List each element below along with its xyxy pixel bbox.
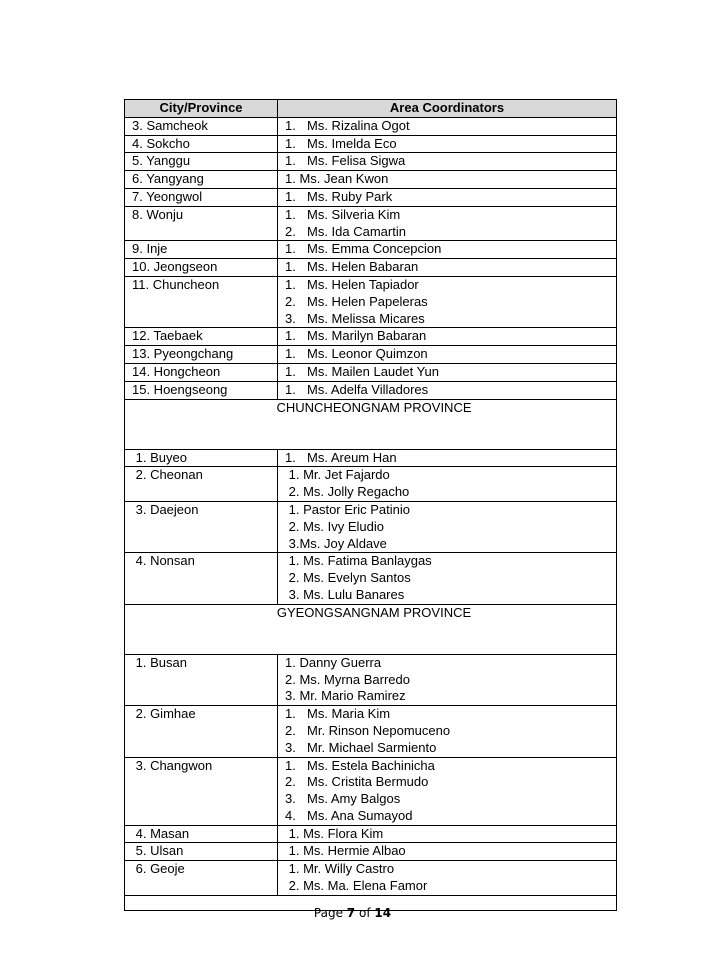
page-label: Page bbox=[313, 906, 347, 920]
coordinators-cell bbox=[278, 153, 617, 171]
coordinator-name: Ms. Helen Babaran bbox=[307, 259, 419, 275]
table-row bbox=[125, 346, 617, 364]
table-row bbox=[125, 363, 617, 381]
city-cell: 3. Changwon bbox=[125, 757, 278, 825]
coordinators-cell bbox=[278, 861, 617, 896]
coordinator-number: 4. bbox=[285, 807, 296, 823]
coordinator-number: 1. bbox=[285, 241, 296, 257]
coordinator-number: 1. bbox=[285, 706, 296, 722]
city-cell: 8. Wonju bbox=[125, 206, 278, 241]
coordinator-number: 2. bbox=[285, 722, 296, 738]
coordinator-name: Ms. Emma Concepcion bbox=[307, 241, 442, 257]
province-heading: CHUNCHEONGNAM PROVINCE bbox=[125, 399, 617, 449]
coordinator-number: 1. bbox=[285, 346, 296, 362]
coordinators-cell bbox=[278, 346, 617, 364]
coordinators-cell bbox=[278, 188, 617, 206]
coordinators-cell bbox=[278, 501, 617, 552]
coordinator-entry: 1. Ms. Fatima Banlaygas bbox=[285, 553, 432, 569]
coordinators-cell bbox=[278, 449, 617, 467]
table-row bbox=[125, 381, 617, 399]
coordinator-entry bbox=[285, 311, 616, 328]
coordinator-number: 1. bbox=[285, 153, 296, 169]
coordinator-entry bbox=[285, 328, 616, 345]
coordinator-name: Ms. Amy Balgos bbox=[307, 791, 401, 807]
table-row bbox=[125, 328, 617, 346]
coordinator-entry bbox=[285, 364, 616, 381]
coordinator-number: 1. bbox=[285, 328, 296, 344]
coordinator-entry: 1. Ms. Flora Kim bbox=[285, 825, 384, 841]
table-row bbox=[125, 654, 617, 705]
coordinator-entry bbox=[285, 706, 616, 723]
coordinator-entry: 2. Ms. Ivy Eludio bbox=[285, 518, 384, 534]
coordinator-name: Ms. Ida Camartin bbox=[307, 223, 406, 239]
province-heading: GYEONGSANGNAM PROVINCE bbox=[125, 604, 617, 654]
city-cell: 4. Nonsan bbox=[125, 553, 278, 604]
coordinators-cell bbox=[278, 467, 617, 502]
table-row bbox=[125, 553, 617, 604]
table-row bbox=[125, 757, 617, 825]
coordinator-number: 1. bbox=[285, 757, 296, 773]
coordinator-entry bbox=[285, 277, 616, 294]
table-row bbox=[125, 501, 617, 552]
coordinators-cell bbox=[278, 276, 617, 327]
coordinator-name: Mr. Rinson Nepomuceno bbox=[307, 722, 451, 738]
coordinators-cell bbox=[278, 381, 617, 399]
coordinator-entry bbox=[285, 224, 616, 241]
header-city-province: City/Province bbox=[125, 100, 278, 118]
table-row bbox=[125, 467, 617, 502]
city-cell: 6. Geoje bbox=[125, 861, 278, 896]
table-row bbox=[125, 259, 617, 277]
coordinators-cell bbox=[278, 654, 617, 705]
table-row bbox=[125, 825, 617, 843]
coordinator-entry bbox=[285, 791, 616, 808]
coordinator-number: 3. bbox=[285, 739, 296, 755]
coordinator-entry: 2. Ms. Evelyn Santos bbox=[285, 570, 411, 586]
coordinator-name: Ms. Silveria Kim bbox=[307, 206, 401, 222]
coordinator-name: Ms. Ruby Park bbox=[307, 188, 393, 204]
coordinators-cell bbox=[278, 706, 617, 757]
coordinators-cell bbox=[278, 843, 617, 861]
coordinator-entry bbox=[285, 346, 616, 363]
city-cell: 14. Hongcheon bbox=[125, 363, 278, 381]
table-row bbox=[125, 188, 617, 206]
coordinator-entry bbox=[285, 189, 616, 206]
coordinators-cell bbox=[278, 363, 617, 381]
coordinator-entry: 2. Ms. Myrna Barredo bbox=[285, 671, 410, 687]
city-cell: 3. Daejeon bbox=[125, 501, 278, 552]
coordinator-name: Ms. Helen Papeleras bbox=[307, 293, 428, 309]
coordinator-name: Ms. Melissa Micares bbox=[307, 310, 425, 326]
coordinator-entry bbox=[285, 382, 616, 399]
coordinator-number: 2. bbox=[285, 223, 296, 239]
coordinator-entry: 1. Ms. Hermie Albao bbox=[285, 843, 406, 859]
coordinator-entry: 1. Mr. Willy Castro bbox=[285, 861, 395, 877]
coordinator-name: Ms. Leonor Quimzon bbox=[307, 346, 428, 362]
coordinator-entry: 3. Ms. Lulu Banares bbox=[285, 586, 405, 602]
city-cell: 4. Sokcho bbox=[125, 135, 278, 153]
city-cell: 2. Cheonan bbox=[125, 467, 278, 502]
coordinator-number: 1. bbox=[285, 276, 296, 292]
city-cell: 2. Gimhae bbox=[125, 706, 278, 757]
coordinators-cell bbox=[278, 171, 617, 189]
table-row bbox=[125, 276, 617, 327]
coordinator-number: 3. bbox=[285, 791, 296, 807]
table-header bbox=[125, 100, 617, 118]
coordinator-number: 1. bbox=[285, 188, 296, 204]
coordinator-number: 2. bbox=[285, 293, 296, 309]
coordinator-entry bbox=[285, 241, 616, 258]
coordinator-number: 1. bbox=[285, 135, 296, 151]
coordinator-name: Ms. Ana Sumayod bbox=[307, 807, 413, 823]
coordinator-entry: 3.Ms. Joy Aldave bbox=[285, 535, 387, 551]
coordinator-entry: 1. Pastor Eric Patinio bbox=[285, 501, 410, 517]
page-of-label: of bbox=[355, 906, 375, 920]
coordinators-cell bbox=[278, 259, 617, 277]
city-cell: 1. Buyeo bbox=[125, 449, 278, 467]
coordinator-entry bbox=[285, 774, 616, 791]
table-row bbox=[125, 241, 617, 259]
coordinators-cell bbox=[278, 135, 617, 153]
current-page-number: 7 bbox=[346, 906, 356, 920]
coordinator-entry bbox=[285, 118, 616, 135]
coordinator-name: Ms. Felisa Sigwa bbox=[307, 153, 406, 169]
city-cell: 12. Taebaek bbox=[125, 328, 278, 346]
coordinator-name: Ms. Helen Tapiador bbox=[307, 276, 419, 292]
city-cell: 10. Jeongseon bbox=[125, 259, 278, 277]
coordinator-entry bbox=[285, 758, 616, 775]
coordinator-number: 1. bbox=[285, 259, 296, 275]
coordinators-cell bbox=[278, 241, 617, 259]
coordinator-name: Ms. Rizalina Ogot bbox=[307, 117, 410, 133]
coordinator-entry: 1. Mr. Jet Fajardo bbox=[285, 467, 390, 483]
coordinator-entry: 2. Ms. Jolly Regacho bbox=[285, 484, 410, 500]
city-cell: 13. Pyeongchang bbox=[125, 346, 278, 364]
coordinator-name: Ms. Imelda Eco bbox=[307, 135, 397, 151]
coordinators-cell bbox=[278, 328, 617, 346]
table-row bbox=[125, 706, 617, 757]
coordinators-table bbox=[124, 99, 617, 911]
coordinator-name: Ms. Mailen Laudet Yun bbox=[307, 363, 440, 379]
coordinator-name: Ms. Maria Kim bbox=[307, 706, 391, 722]
coordinators-cell bbox=[278, 206, 617, 241]
coordinators-cell bbox=[278, 553, 617, 604]
coordinator-number: 1. bbox=[285, 381, 296, 397]
province-section-row bbox=[125, 399, 617, 449]
coordinator-entry: 2. Ms. Ma. Elena Famor bbox=[285, 878, 428, 894]
table-row bbox=[125, 861, 617, 896]
table-row bbox=[125, 171, 617, 189]
coordinator-name: Ms. Cristita Bermudo bbox=[307, 774, 429, 790]
coordinator-entry bbox=[285, 294, 616, 311]
table-body bbox=[125, 117, 617, 910]
city-cell: 6. Yangyang bbox=[125, 171, 278, 189]
coordinator-name: Ms. Marilyn Babaran bbox=[307, 328, 427, 344]
coordinator-entry bbox=[285, 259, 616, 276]
coordinator-entry bbox=[285, 153, 616, 170]
coordinators-cell bbox=[278, 117, 617, 135]
coordinator-entry: 1. Ms. Jean Kwon bbox=[285, 171, 389, 187]
header-area-coordinators: Area Coordinators bbox=[278, 100, 617, 118]
coordinator-number: 1. bbox=[285, 449, 296, 465]
table-row bbox=[125, 449, 617, 467]
city-cell: 9. Inje bbox=[125, 241, 278, 259]
coordinators-cell bbox=[278, 757, 617, 825]
city-cell: 7. Yeongwol bbox=[125, 188, 278, 206]
page-footer bbox=[0, 906, 705, 920]
city-cell: 4. Masan bbox=[125, 825, 278, 843]
city-cell: 11. Chuncheon bbox=[125, 276, 278, 327]
coordinator-entry: 3. Mr. Mario Ramirez bbox=[285, 688, 406, 704]
city-cell: 3. Samcheok bbox=[125, 117, 278, 135]
coordinator-number: 1. bbox=[285, 206, 296, 222]
city-cell: 1. Busan bbox=[125, 654, 278, 705]
table-row bbox=[125, 117, 617, 135]
coordinator-number: 3. bbox=[285, 310, 296, 326]
city-cell: 15. Hoengseong bbox=[125, 381, 278, 399]
coordinator-entry bbox=[285, 450, 616, 467]
table-row bbox=[125, 153, 617, 171]
coordinator-entry bbox=[285, 723, 616, 740]
coordinator-number: 2. bbox=[285, 774, 296, 790]
coordinator-entry bbox=[285, 808, 616, 825]
city-cell: 5. Yanggu bbox=[125, 153, 278, 171]
coordinator-name: Ms. Adelfa Villadores bbox=[307, 381, 429, 397]
province-section-row bbox=[125, 604, 617, 654]
coordinator-name: Ms. Estela Bachinicha bbox=[307, 757, 435, 773]
table-row bbox=[125, 843, 617, 861]
table-row bbox=[125, 135, 617, 153]
table-row bbox=[125, 206, 617, 241]
coordinator-entry bbox=[285, 207, 616, 224]
coordinator-name: Mr. Michael Sarmiento bbox=[307, 739, 437, 755]
coordinator-number: 1. bbox=[285, 363, 296, 379]
coordinator-name: Ms. Areum Han bbox=[307, 449, 397, 465]
coordinators-cell bbox=[278, 825, 617, 843]
city-cell: 5. Ulsan bbox=[125, 843, 278, 861]
header-row bbox=[125, 100, 617, 118]
coordinator-number: 1. bbox=[285, 117, 296, 133]
coordinator-entry: 1. Danny Guerra bbox=[285, 654, 382, 670]
coordinator-entry bbox=[285, 740, 616, 757]
coordinator-entry bbox=[285, 136, 616, 153]
total-pages-number: 14 bbox=[374, 906, 392, 920]
